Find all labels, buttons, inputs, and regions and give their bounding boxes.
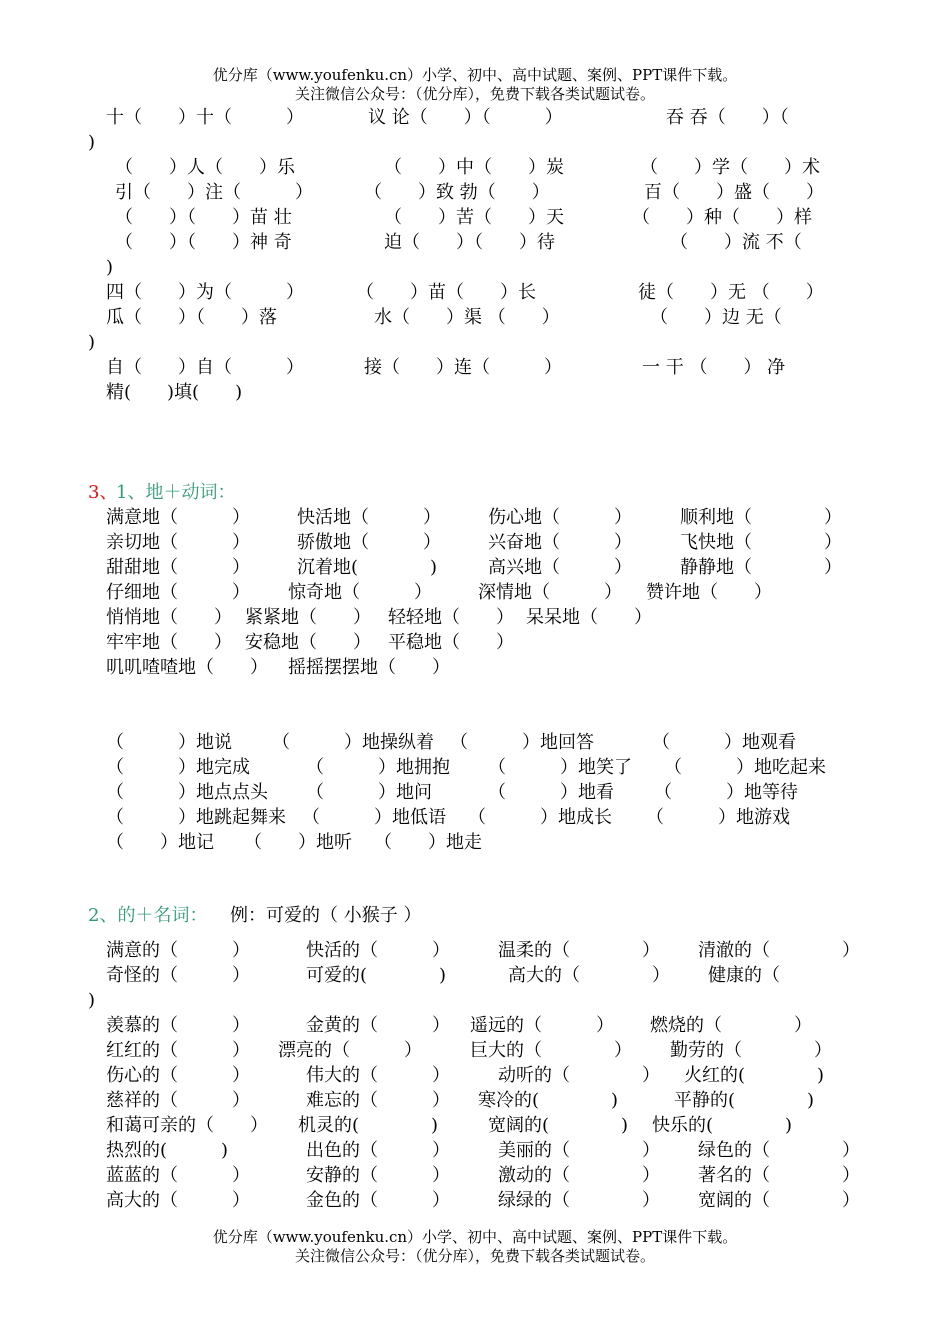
exercise-item: 热烈的( )	[106, 1140, 229, 1161]
idiom-item: 瓜（ ）（ ）落	[106, 307, 277, 328]
exercise-item: 安稳地（ ）	[245, 632, 371, 653]
exercise-item: （ ）地点点头	[106, 782, 268, 803]
idiom-item: 接（ ）连（ ）	[364, 357, 562, 378]
idiom-item: （ ）苗（ ）长	[356, 282, 536, 303]
idiom-row	[0, 305, 950, 330]
idiom-item: 一 干 （ ） 净	[642, 357, 786, 378]
exercise-row	[0, 938, 950, 963]
idiom-item: 迫（ ）（ ）待	[384, 232, 555, 253]
exercise-item: （ ）地跳起舞来	[106, 807, 286, 828]
idiom-item: （ ）种（ ）样	[632, 207, 812, 228]
idiom-row	[0, 230, 950, 255]
exercise-item: 寒冷的( )	[478, 1090, 619, 1111]
idiom-item: （ ）（ ）神 奇	[115, 232, 292, 253]
exercise-row	[0, 530, 950, 555]
exercise-item: 勤劳的（ ）	[670, 1040, 832, 1061]
exercise-item: 蓝蓝的（ ）	[106, 1165, 250, 1186]
exercise-row	[0, 655, 950, 680]
exercise-item: 难忘的（ ）	[306, 1090, 450, 1111]
exercise-item: 巨大的（ ）	[470, 1040, 632, 1061]
exercise-row	[0, 580, 950, 605]
exercise-item: （ ）地走	[374, 832, 482, 853]
exercise-row	[0, 1088, 950, 1113]
idiom-item: （ ）人（ ）乐	[115, 157, 295, 178]
exercise-item: 深情地（ ）	[478, 582, 622, 603]
footer-line-2: 关注微信公众号：（优分库），免费下载各类试题试卷。	[294, 1247, 655, 1265]
exercise-item: （ ）地成长	[468, 807, 612, 828]
exercise-item: 出色的（ ）	[306, 1140, 450, 1161]
exercise-item: 悄悄地（ ）	[106, 607, 232, 628]
exercise-item: 平静的( )	[674, 1090, 815, 1111]
idiom-row	[0, 180, 950, 205]
exercise-item: 绿色的（ ）	[698, 1140, 860, 1161]
idiom-item: )	[88, 332, 96, 353]
exercise-item: 和蔼可亲的（ ）	[106, 1115, 268, 1136]
exercise-item: 清澈的（ ）	[698, 940, 860, 961]
idiom-item: 四（ ）为（ ）	[106, 282, 304, 303]
idiom-item: )	[106, 257, 114, 278]
exercise-item: 美丽的（ ）	[498, 1140, 660, 1161]
exercise-row	[0, 1013, 950, 1038]
exercise-item: 甜甜地（ ）	[106, 557, 250, 578]
exercise-item: 遥远的（ ）	[470, 1015, 614, 1036]
idiom-item: （ ）苦（ ）天	[384, 207, 564, 228]
exercise-item: 金色的（ ）	[306, 1190, 450, 1211]
exercise-item: 健康的（	[708, 965, 780, 986]
exercise-item: （ ）地说	[106, 732, 232, 753]
exercise-row	[0, 755, 950, 780]
idiom-row	[0, 155, 950, 180]
idiom-row	[0, 280, 950, 305]
exercise-row	[0, 1188, 950, 1213]
exercise-item: （ ）地记	[106, 832, 214, 853]
idiom-item: （ ）（ ）苗 壮	[115, 207, 292, 228]
exercise-item: 兴奋地（ ）	[488, 532, 632, 553]
exercise-item: （ ）地看	[488, 782, 614, 803]
exercise-item: 满意的（ ）	[106, 940, 250, 961]
idiom-item: （ ）致 勃（ ）	[364, 182, 550, 203]
exercise-item: 漂亮的（ ）	[278, 1040, 422, 1061]
idiom-item: 百（ ）盛（ ）	[644, 182, 824, 203]
section-title: 1、地＋动词：	[116, 482, 236, 503]
exercise-item: 安静的（ ）	[306, 1165, 450, 1186]
idiom-item: 议 论（ ）（ ）	[368, 107, 563, 128]
exercise-row	[0, 730, 950, 755]
idiom-row	[0, 130, 950, 155]
exercise-item: 温柔的（ ）	[498, 940, 660, 961]
exercise-item: （ ）地拥抱	[306, 757, 450, 778]
section-title: 2、的＋名词：	[88, 905, 208, 926]
exercise-item: 顺利地（ ）	[680, 507, 842, 528]
exercise-item: （ ）地听	[244, 832, 352, 853]
exercise-row	[0, 780, 950, 805]
exercise-item: 赞许地（ ）	[646, 582, 772, 603]
idiom-item: 水（ ）渠 （ ）	[374, 307, 560, 328]
header-line-1: 优分库（www.youfenku.cn）小学、初中、高中试题、案例、PPT课件下载。	[212, 66, 738, 84]
exercise-item: （ ）地等待	[654, 782, 798, 803]
exercise-item: 羡慕的（ ）	[106, 1015, 250, 1036]
exercise-item: 可爱的( )	[306, 965, 447, 986]
exercise-row	[0, 555, 950, 580]
section-example: 例：可爱的（ 小猴子 ）	[230, 905, 422, 926]
exercise-item: 慈祥的（ ）	[106, 1090, 250, 1111]
exercise-item: 快活地（ ）	[297, 507, 441, 528]
idiom-row	[0, 355, 950, 380]
exercise-row	[0, 630, 950, 655]
exercise-item: 平稳地（ ）	[388, 632, 514, 653]
exercise-item: 著名的（ ）	[698, 1165, 860, 1186]
exercise-item: 沉着地( )	[297, 557, 438, 578]
exercise-item: 金黄的（ ）	[306, 1015, 450, 1036]
page-header	[0, 66, 950, 104]
exercise-item: （ ）地游戏	[646, 807, 790, 828]
idiom-item: 吞 吞（ ）（	[666, 107, 789, 128]
exercise-item: （ ）地完成	[106, 757, 250, 778]
idiom-item: 引（ ）注（ ）	[115, 182, 313, 203]
exercise-item: 奇怪的（ ）	[106, 965, 250, 986]
exercise-item: 宽阔的（ ）	[698, 1190, 860, 1211]
idiom-row	[0, 255, 950, 280]
exercise-item: 摇摇摆摆地（ ）	[288, 657, 450, 678]
exercise-item: 紧紧地（ ）	[245, 607, 371, 628]
exercise-row	[0, 963, 950, 988]
exercise-item: 高大的（ ）	[508, 965, 670, 986]
idiom-row	[0, 330, 950, 355]
exercise-item: 红红的（ ）	[106, 1040, 250, 1061]
exercise-item: （ ）地吃起来	[664, 757, 826, 778]
exercise-item: 伟大的（ ）	[306, 1065, 450, 1086]
idiom-row	[0, 205, 950, 230]
exercise-item: 伤心地（ ）	[488, 507, 632, 528]
exercise-item: （ ）地操纵着	[272, 732, 434, 753]
exercise-item: 动听的（ ）	[498, 1065, 660, 1086]
exercise-item: 亲切地（ ）	[106, 532, 250, 553]
exercise-item: 高大的（ ）	[106, 1190, 250, 1211]
exercise-row	[0, 505, 950, 530]
exercise-item: 飞快地（ ）	[680, 532, 842, 553]
exercise-item: （ ）地观看	[652, 732, 796, 753]
exercise-row	[0, 830, 950, 855]
exercise-row	[0, 605, 950, 630]
idiom-item: )	[88, 132, 96, 153]
exercise-row	[0, 1063, 950, 1088]
exercise-item: 牢牢地（ ）	[106, 632, 232, 653]
header-line-2: 关注微信公众号：（优分库），免费下载各类试题试卷。	[294, 85, 655, 103]
exercise-item: )	[88, 990, 96, 1011]
exercise-item: 呆呆地（ ）	[526, 607, 652, 628]
idiom-item: （ ）中（ ）炭	[384, 157, 564, 178]
exercise-item: 叽叽喳喳地（ ）	[106, 657, 268, 678]
idiom-row	[0, 105, 950, 130]
exercise-row	[0, 1163, 950, 1188]
exercise-row	[0, 1038, 950, 1063]
exercise-item: 机灵的( )	[298, 1115, 439, 1136]
exercise-row	[0, 805, 950, 830]
exercise-item: 高兴地（ ）	[488, 557, 632, 578]
exercise-item: 骄傲地（ ）	[297, 532, 441, 553]
section-heading	[0, 903, 950, 928]
exercise-row	[0, 1113, 950, 1138]
exercise-item: 激动的（ ）	[498, 1165, 660, 1186]
exercise-item: （ ）地低语	[302, 807, 446, 828]
idiom-item: 自（ ）自（ ）	[106, 357, 304, 378]
exercise-item: 仔细地（ ）	[106, 582, 250, 603]
exercise-item: （ ）地问	[306, 782, 432, 803]
exercise-item: 燃烧的（ ）	[650, 1015, 812, 1036]
idiom-item: 十（ ）十（ ）	[106, 107, 304, 128]
section-heading	[0, 480, 950, 505]
exercise-item: 火红的( )	[684, 1065, 825, 1086]
exercise-row	[0, 1138, 950, 1163]
idiom-item: （ ）学（ ）术	[640, 157, 820, 178]
page-footer	[0, 1228, 950, 1266]
idiom-item: （ ）边 无（	[650, 307, 782, 328]
exercise-item: 快乐的( )	[652, 1115, 793, 1136]
exercise-item: 静静地（ ）	[680, 557, 842, 578]
exercise-item: 快活的（ ）	[306, 940, 450, 961]
idiom-item: 精( )填( )	[106, 382, 243, 403]
exercise-item: （ ）地笑了	[488, 757, 632, 778]
idiom-item: （ ）流 不（	[670, 232, 802, 253]
idiom-row	[0, 380, 950, 405]
idiom-item: 徒（ ）无 （ ）	[638, 282, 824, 303]
exercise-item: 宽阔的( )	[488, 1115, 629, 1136]
exercise-item: 伤心的（ ）	[106, 1065, 250, 1086]
exercise-item: 惊奇地（ ）	[288, 582, 432, 603]
exercise-row	[0, 988, 950, 1013]
exercise-item: 满意地（ ）	[106, 507, 250, 528]
exercise-item: （ ）地回答	[450, 732, 594, 753]
footer-line-1: 优分库（www.youfenku.cn）小学、初中、高中试题、案例、PPT课件下载。	[212, 1228, 738, 1246]
section-number: 3、	[88, 482, 118, 503]
exercise-item: 绿绿的（ ）	[498, 1190, 660, 1211]
exercise-item: 轻轻地（ ）	[388, 607, 514, 628]
